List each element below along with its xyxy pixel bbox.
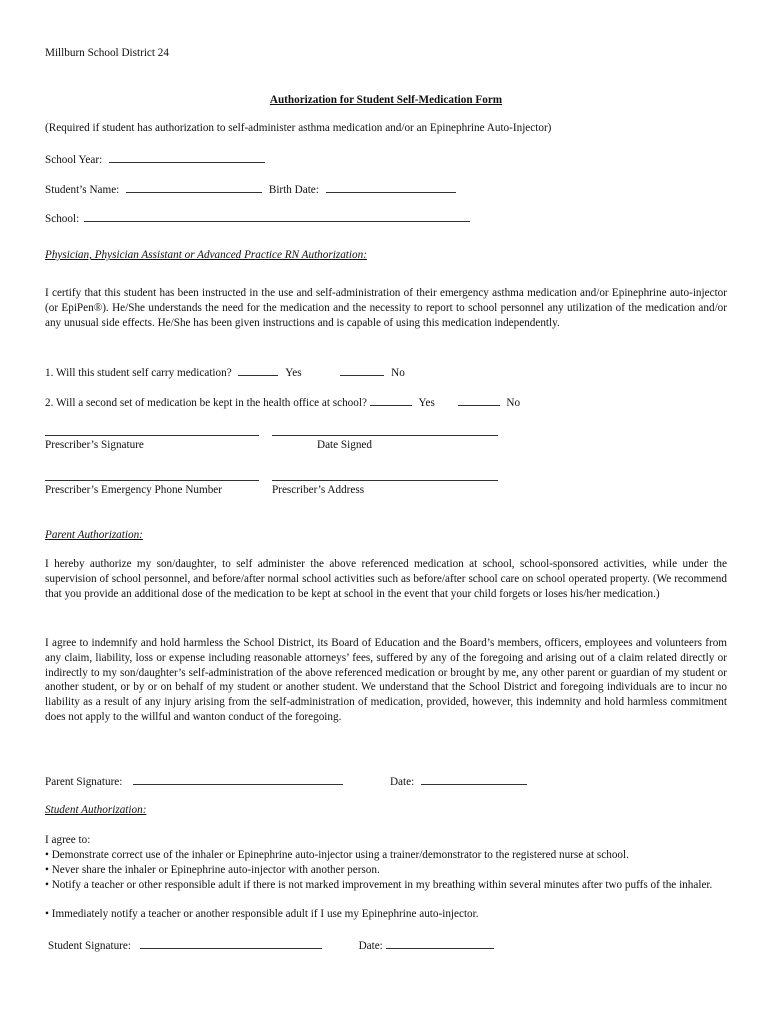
student-heading: Student Authorization: — [45, 804, 147, 816]
student-signature-field[interactable] — [140, 938, 322, 949]
student-name-label: Student’s Name: — [45, 184, 120, 196]
prescriber-address-line[interactable] — [272, 480, 498, 481]
school-year-row — [45, 152, 265, 166]
prescriber-phone-line[interactable] — [45, 480, 259, 481]
student-signature-label: Student Signature: — [48, 940, 131, 952]
question-1-row — [45, 365, 405, 379]
parent-date-label: Date: — [389, 776, 415, 788]
date-signed-line[interactable] — [272, 435, 498, 436]
student-agree-label: I agree to: — [45, 834, 91, 846]
school-field[interactable] — [84, 211, 470, 222]
question-1-no-label: No — [391, 367, 405, 379]
question-2-row — [45, 395, 520, 409]
student-item-3: • Notify a teacher or other responsible adult if there is not marked improvement in my breathing within several minutes after two puffs of the inhaler. — [45, 879, 713, 891]
student-date-field[interactable] — [386, 938, 494, 949]
parent-authorization-text: I hereby authorize my son/daughter, to self administer the above referenced medication at school, school-sponsored activities, while under the supervision of school personnel, and before/after normal school activities such as before/after school care on school operated property. (We recommend that you provide an additional dose of the medication to be kept at school in the event that your child forgets or loses his/her medication.) — [45, 558, 727, 600]
form-title: Authorization for Student Self-Medication Form — [269, 94, 503, 106]
prescriber-signature-line[interactable] — [45, 435, 259, 436]
parent-signature-label: Parent Signature: — [45, 776, 123, 788]
physician-certify-text: I certify that this student has been instructed in the use and self-administration of their emergency asthma medication and/or Epinephrine auto-injector (or EpiPen®). He/She understands the need for the medication and the necessity to report to school personnel any utilization of the medication and/or any unusual side effects. He/She has been given instructions and is capable of using this medication independently. — [45, 287, 727, 329]
school-row — [45, 211, 470, 225]
parent-heading: Parent Authorization: — [45, 529, 143, 541]
parent-indemnity-text: I agree to indemnify and hold harmless the School District, its Board of Education and the Board’s members, officers, employees and volunteers from any claim, liability, loss or expense including reasonable attorneys’ fees, suffered by any of the foregoing and arising out of a claim related directly or indirectly to my son/daughter’s self-administration of the above referenced medication or brought by me, any other parent or guardian of my student or another student, or by or on behalf of my student or another student. We understand that the School District and foregoing individuals are to incur no liability as a result of any injury arising from the self-administration of medication, provided, however, this indemnity and hold harmless commitment does not apply to the willful and wanton conduct of the foregoing. — [45, 637, 727, 723]
parent-signature-row — [45, 774, 527, 788]
student-date-label: Date: — [358, 940, 383, 952]
form-subtitle: (Required if student has authorization to self-administer asthma medication and/or an Epinephrine Auto-Injector) — [45, 122, 552, 134]
question-1-no-field[interactable] — [340, 365, 384, 376]
student-signature-row — [48, 938, 494, 952]
school-year-field[interactable] — [109, 152, 265, 163]
question-2-label: 2. Will a second set of medication be kept in the health office at school? — [45, 397, 367, 409]
birth-date-field[interactable] — [326, 182, 456, 193]
question-1-yes-label: Yes — [285, 367, 302, 379]
school-year-label: School Year: — [45, 154, 103, 166]
student-item-1: • Demonstrate correct use of the inhaler or Epinephrine auto-injector using a trainer/demonstrator to the registered nurse at school. — [45, 849, 629, 861]
student-name-row — [45, 182, 456, 196]
physician-heading: Physician, Physician Assistant or Advanced Practice RN Authorization: — [45, 249, 367, 261]
prescriber-signature-label: Prescriber’s Signature — [45, 439, 144, 451]
birth-date-label: Birth Date: — [268, 184, 319, 196]
question-2-yes-label: Yes — [418, 397, 435, 409]
date-signed-label: Date Signed — [317, 439, 372, 451]
question-2-no-field[interactable] — [458, 395, 500, 406]
school-label: School: — [45, 213, 80, 225]
student-item-4: • Immediately notify a teacher or another responsible adult if I use my Epinephrine auto-injector. — [45, 908, 479, 920]
question-1-yes-field[interactable] — [238, 365, 278, 376]
parent-date-field[interactable] — [421, 774, 527, 785]
student-name-field[interactable] — [126, 182, 262, 193]
question-2-no-label: No — [506, 397, 521, 409]
prescriber-phone-label: Prescriber’s Emergency Phone Number — [45, 484, 222, 496]
district-name: Millburn School District 24 — [45, 47, 169, 59]
question-2-yes-field[interactable] — [370, 395, 412, 406]
prescriber-address-label: Prescriber’s Address — [272, 484, 365, 496]
student-item-2: • Never share the inhaler or Epinephrine auto-injector with another person. — [45, 864, 380, 876]
parent-signature-field[interactable] — [133, 774, 343, 785]
question-1-label: 1. Will this student self carry medication? — [45, 367, 232, 379]
